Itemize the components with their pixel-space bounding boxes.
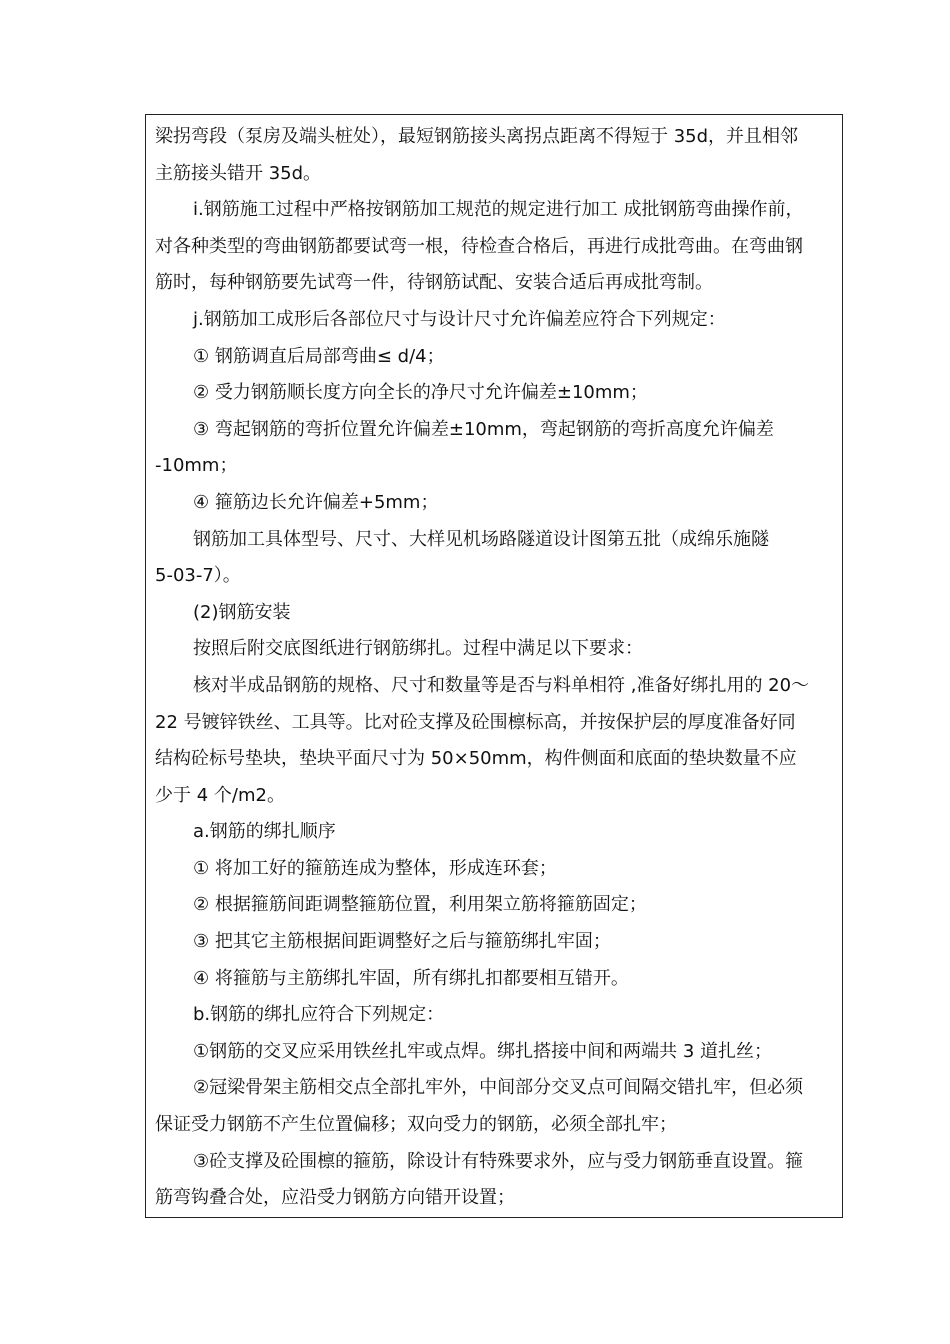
text-line: ② 受力钢筋顺长度方向全长的净尺寸允许偏差±10mm； — [193, 382, 648, 404]
text-line: 5-03-7）。 — [155, 565, 241, 587]
text-line: -10mm； — [155, 455, 238, 477]
text-line: j.钢筋加工成形后各部位尺寸与设计尺寸允许偏差应符合下列规定： — [193, 308, 726, 330]
text-line: 梁拐弯段（泵房及端头桩处），最短钢筋接头离拐点距离不得短于 35d，并且相邻 — [155, 126, 799, 147]
text-line: ②冠梁骨架主筋相交点全部扎牢外，中间部分交叉点可间隔交错扎牢，但必须 — [193, 1077, 804, 1099]
text-line: ③ 把其它主筋根据间距调整好之后与箍筋绑扎牢固； — [193, 931, 611, 953]
text-line: 核对半成品钢筋的规格、尺寸和数量等是否与料单相符 ,准备好绑扎用的 20～ — [193, 674, 810, 696]
document-body — [155, 119, 839, 1217]
text-line: 保证受力钢筋不产生位置偏移；双向受力的钢筋，必须全部扎牢； — [155, 1114, 677, 1136]
document-table-cell — [145, 114, 843, 1218]
text-line: ④ 箍筋边长允许偏差+5mm； — [193, 491, 439, 513]
text-line: ② 根据箍筋间距调整箍筋位置，利用架立筋将箍筋固定； — [193, 894, 647, 916]
text-line: 主筋接头错开 35d。 — [155, 162, 322, 184]
text-line: ③ 弯起钢筋的弯折位置允许偏差±10mm，弯起钢筋的弯折高度允许偏差 — [193, 418, 774, 440]
text-line: ① 将加工好的箍筋连成为整体，形成连环套； — [193, 857, 557, 879]
text-line: a.钢筋的绑扎顺序 — [193, 821, 336, 843]
text-line: i.钢筋施工过程中严格按钢筋加工规范的规定进行加工 成批钢筋弯曲操作前， — [193, 199, 804, 221]
text-line: ① 钢筋调直后局部弯曲≤ d/4； — [193, 345, 445, 367]
text-line: 少于 4 个/m2。 — [155, 784, 285, 806]
text-line: (2)钢筋安装 — [193, 601, 291, 623]
text-line: 钢筋加工具体型号、尺寸、大样见机场路隧道设计图第五批（成绵乐施隧 — [193, 528, 769, 550]
text-line: 22 号镀锌铁丝、工具等。比对砼支撑及砼围檩标高，并按保护层的厚度准备好同 — [155, 711, 796, 733]
text-line: ③砼支撑及砼围檩的箍筋，除设计有特殊要求外，应与受力钢筋垂直设置。箍 — [193, 1150, 804, 1172]
text-line: 筋弯钩叠合处，应沿受力钢筋方向错开设置； — [155, 1187, 515, 1209]
text-line: 结构砼标号垫块，垫块平面尺寸为 50×50mm，构件侧面和底面的垫块数量不应 — [155, 748, 797, 770]
text-line: 对各种类型的弯曲钢筋都要试弯一根，待检查合格后，再进行成批弯曲。在弯曲钢 — [155, 235, 803, 257]
text-line: ①钢筋的交叉应采用铁丝扎牢或点焊。绑扎搭接中间和两端共 3 道扎丝； — [193, 1040, 773, 1062]
text-line: b.钢筋的绑扎应符合下列规定： — [193, 1004, 445, 1026]
text-line: ④ 将箍筋与主筋绑扎牢固，所有绑扎扣都要相互错开。 — [193, 967, 629, 989]
text-line: 筋时，每种钢筋要先试弯一件，待钢筋试配、安装合适后再成批弯制。 — [155, 272, 713, 294]
text-line: 按照后附交底图纸进行钢筋绑扎。过程中满足以下要求： — [193, 638, 643, 660]
